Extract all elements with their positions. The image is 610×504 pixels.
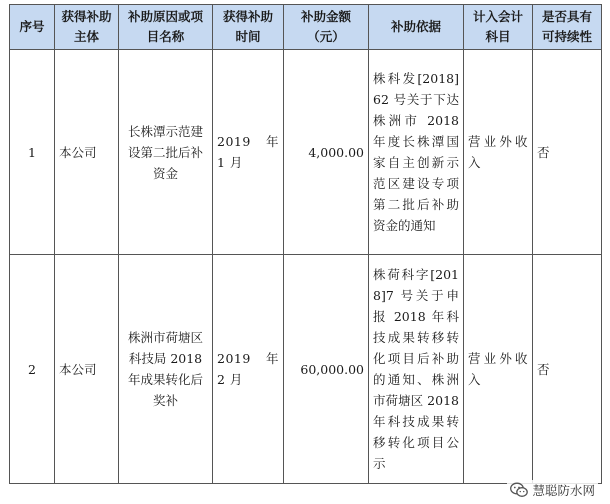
watermark-text: 慧聪防水网	[532, 483, 595, 498]
wechat-icon	[510, 482, 528, 498]
table-row	[10, 50, 602, 255]
cell-sustainable: 否	[533, 255, 602, 484]
cell-subject: 本公司	[55, 50, 119, 255]
subsidy-table	[9, 4, 602, 484]
cell-sustainable: 否	[533, 50, 602, 255]
table-row	[10, 255, 602, 484]
header-amount: 补助金额（元）	[284, 5, 369, 50]
header-no: 序号	[10, 5, 55, 50]
cell-time: 2019 年 2 月	[213, 255, 284, 484]
header-sustainable: 是否具有可持续性	[533, 5, 602, 50]
header-subject: 获得补助主体	[55, 5, 119, 50]
header-time: 获得补助时间	[213, 5, 284, 50]
cell-account: 营业外收入	[464, 50, 533, 255]
cell-no: 2	[10, 255, 55, 484]
cell-amount: 4,000.00	[284, 50, 369, 255]
cell-amount: 60,000.00	[284, 255, 369, 484]
cell-basis: 株荷科字[2018]7 号关于申报 2018 年科技成果转移转化项目后补助的通知、株洲市荷塘区 2018 年科技成果转移转化项目公示	[369, 255, 464, 484]
watermark	[507, 480, 598, 500]
cell-basis: 株科发[2018]62 号关于下达株洲市 2018 年度长株潭国家自主创新示范区建设专项第二批后补助资金的通知	[369, 50, 464, 255]
cell-no: 1	[10, 50, 55, 255]
header-row	[10, 5, 602, 50]
header-account: 计入会计科目	[464, 5, 533, 50]
header-basis: 补助依据	[369, 5, 464, 50]
cell-project: 株洲市荷塘区科技局 2018年成果转化后奖补	[119, 255, 213, 484]
cell-account: 营业外收入	[464, 255, 533, 484]
cell-time: 2019 年 1 月	[213, 50, 284, 255]
cell-subject: 本公司	[55, 255, 119, 484]
header-project: 补助原因或项目名称	[119, 5, 213, 50]
cell-project: 长株潭示范建设第二批后补资金	[119, 50, 213, 255]
